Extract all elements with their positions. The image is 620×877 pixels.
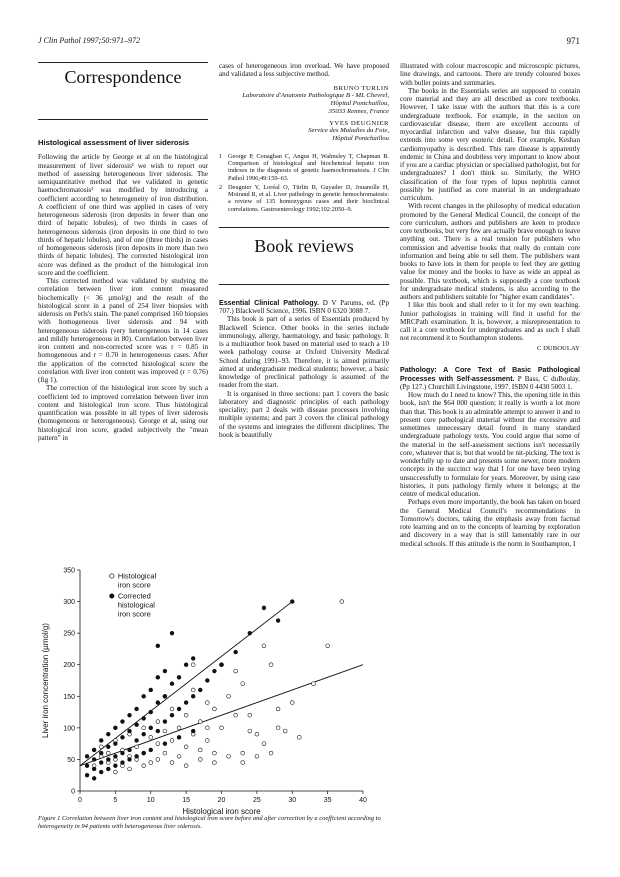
data-point-corrected — [163, 669, 167, 673]
data-point-histological — [177, 754, 181, 758]
data-point-histological — [198, 748, 202, 752]
signature-name: YVES DEUGNIER — [329, 119, 389, 127]
data-point-histological — [205, 701, 209, 705]
data-point-corrected — [99, 770, 103, 774]
data-point-corrected — [149, 748, 153, 752]
data-point-corrected — [92, 748, 96, 752]
y-tick-label: 250 — [63, 630, 75, 638]
data-point-corrected — [99, 739, 103, 743]
data-point-corrected — [106, 745, 110, 749]
paragraph: How much do I need to know? This, the opening title in this book, isn't the $64 000 question; it really is worth a lot more than that. This book is an admirable attempt to answer it and to present core pathological material without the excessive and sometimes unnecessary detail found in many standard undergraduate pathology texts. You could argue that some of the material in the self-assessment sections isn't necessarily core, whatever that is, but that would be nit-picking. The text is wonderfully up to date and presents some newer, more modern concepts in the succinct way that I for one have been trying unsuccessfully to formulate for years. Moreover, by using case histories, it puts pathology firmly where it belongs; at the centre of medical education. — [400, 391, 580, 499]
data-point-histological — [198, 758, 202, 762]
data-point-histological — [191, 663, 195, 667]
data-point-histological — [170, 707, 174, 711]
review-1-citation — [219, 299, 389, 316]
review-2-title: Pathology: A Core Text of Basic Pathological Processes with Self-assessment. — [400, 366, 580, 383]
data-point-corrected — [99, 751, 103, 755]
paragraph: cases of heterogeneous iron overload. We have proposed and validated a less subjective method. — [219, 62, 389, 79]
data-point-histological — [191, 688, 195, 692]
data-point-histological — [163, 729, 167, 733]
y-tick-label: 100 — [63, 725, 75, 733]
data-point-corrected — [163, 720, 167, 724]
data-point-histological — [241, 761, 245, 765]
data-point-corrected — [177, 707, 181, 711]
data-point-histological — [220, 726, 224, 730]
legend-marker-corrected — [110, 594, 114, 598]
data-point-corrected — [142, 716, 146, 720]
column-3 — [400, 62, 580, 548]
data-point-corrected — [276, 619, 280, 623]
data-point-histological — [234, 713, 238, 717]
paragraph: I like this book and shall refer to it for my own teaching. Junior pathologists in training will find it useful for the MRCPath examination. It is, however, a misrepresentation to call it a core textbook for undergraduates and as such I shall not recommend it to Southampton students. — [400, 301, 580, 343]
data-point-histological — [142, 764, 146, 768]
paragraph: It is organised in three sections: part 1 covers the basic laboratory and diagnostic principles of each pathology speciality; part 2 deals with disease processes involving multiple systems; and part 3 covers the clinical pathology of the systems and integrates the different disciplines. The book is beautifully — [219, 389, 389, 439]
x-tick-label: 25 — [252, 797, 261, 804]
legend-label-corrected: Corrected — [117, 591, 151, 601]
x-tick-label: 0 — [78, 797, 82, 804]
data-point-corrected — [128, 713, 132, 717]
data-point-corrected — [170, 713, 174, 717]
data-point-histological — [156, 742, 160, 746]
legend-label-corrected: histological — [117, 600, 155, 610]
data-point-histological — [99, 745, 103, 749]
data-point-corrected — [163, 694, 167, 698]
data-point-corrected — [135, 754, 139, 758]
data-point-corrected — [128, 729, 132, 733]
data-point-corrected — [191, 657, 195, 661]
x-tick-label: 10 — [146, 797, 155, 804]
data-point-histological — [248, 729, 252, 733]
data-point-corrected — [121, 720, 125, 724]
divider — [219, 227, 389, 228]
data-point-corrected — [99, 761, 103, 765]
y-tick-label: 50 — [67, 756, 75, 764]
data-point-corrected — [234, 650, 238, 654]
y-tick-label: 0 — [71, 788, 75, 796]
data-point-histological — [241, 751, 245, 755]
data-point-corrected — [142, 732, 146, 736]
paragraph: This corrected method was validated by studying the correlation between liver iron content measured biochemically (< 36 µmol/g) and the result of the histological score in a panel of 254 liver biopsies with siderosis on Perls's stain. The panel comprised 160 biopsies with homogeneous liver siderosis and 94 with heterogeneous siderosis (very heterogeneous in 14 cases and mildly heterogeneous in 80). Correlation between liver iron content and non-corrected score was r = 0.85 in homogeneous and r = 0.70 in heterogeneous cases. After the application of the corrected histological score the correlation with liver iron content was improved (r = 0.76) (fig 1). — [38, 277, 208, 384]
data-point-histological — [142, 726, 146, 730]
data-point-histological — [163, 751, 167, 755]
data-point-histological — [255, 754, 259, 758]
data-point-corrected — [213, 669, 217, 673]
data-point-corrected — [85, 754, 89, 758]
y-tick-label: 150 — [63, 693, 75, 701]
legend-label-histological: iron score — [117, 580, 151, 590]
x-tick-label: 30 — [288, 797, 297, 804]
x-tick-label: 20 — [217, 797, 226, 804]
data-point-corrected — [149, 688, 153, 692]
data-points — [85, 600, 344, 781]
data-point-corrected — [191, 729, 195, 733]
paragraph: illustrated with colour macroscopic and microscopic pictures, line drawings, and cartoons. There are trendy coloured boxes with bullet points and summaries. — [400, 62, 580, 87]
data-point-corrected — [184, 663, 188, 667]
reviewer-1: C DUBOULAY — [536, 344, 580, 352]
x-tick-label: 5 — [113, 797, 118, 804]
data-point-histological — [113, 770, 117, 774]
signature-2 — [219, 120, 389, 143]
paragraph: This book is part of a series of Essentials produced by Blackwell Science. Other books in the series include immunology, allergy, haematology, and basic pathology. It is a multiauthor book based on material used to teach a 10 week pathology course at Oxford University Medical School during 1991–93. Therefore, it is aimed primarily aimed at undergraduate medical students; however, a basic knowledge of preclinical pathology is assumed of the reader from the start. — [219, 315, 389, 390]
data-point-histological — [213, 761, 217, 765]
data-point-corrected — [135, 707, 139, 711]
data-point-corrected — [290, 600, 294, 604]
data-point-histological — [276, 726, 280, 730]
data-point-histological — [177, 726, 181, 730]
data-point-corrected — [177, 735, 181, 739]
data-point-histological — [269, 751, 273, 755]
data-point-corrected — [135, 739, 139, 743]
data-point-corrected — [163, 742, 167, 746]
data-point-histological — [170, 761, 174, 765]
data-point-corrected — [248, 631, 252, 635]
data-point-histological — [184, 713, 188, 717]
y-axis-label: Liver iron concentration (µmol/g) — [41, 623, 50, 738]
x-tick-label: 40 — [359, 797, 367, 804]
data-point-histological — [149, 761, 153, 765]
figure-caption: Figure 1 Correlation between liver iron content and histological iron score before and after correction by a coefficient according to heterogeneity in 94 patients with heterogeneous liver siderosis. — [38, 815, 381, 830]
data-point-histological — [262, 742, 266, 746]
signature-affiliation: Hôpital Pontchaillou — [332, 135, 389, 143]
paragraph: The correction of the histological iron score by such a coefficient led to improved correlation between liver iron content and histological iron score. Thus histological quantification was possible in all types of liver siderosis (homogeneous or heterogeneous). George et al, using our histological iron score, graded subjectively the "mean pattern" in — [38, 384, 208, 442]
divider — [38, 62, 208, 63]
signature-1 — [219, 85, 389, 116]
data-point-corrected — [149, 710, 153, 714]
data-point-histological — [276, 707, 280, 711]
reference-item: 1 George P, Conaghan C, Angus H, Walmsley T, Chapman B. Comparison of histological and biochemical hepatic iron indexes in the diagnosis of genetic haemochromatosis. J Clin Pathol 1996;49:159–63. — [219, 153, 389, 182]
data-point-corrected — [170, 631, 174, 635]
signature-affiliation: Hôpital Pontchaillou, — [330, 100, 389, 108]
signature-affiliation: 35033 Rennes, France — [328, 107, 389, 115]
data-point-histological — [241, 682, 245, 686]
review-1-meta: D V Parums, ed. (Pp 707.) Blackwell Science, 1996. ISBN 0 6320 3088 7. — [219, 298, 389, 316]
data-point-corrected — [106, 758, 110, 762]
data-point-histological — [326, 644, 330, 648]
journal-header: J Clin Pathol 1997;50:971–972 — [38, 36, 140, 45]
y-tick-label: 200 — [63, 662, 75, 670]
column-1 — [38, 62, 208, 442]
data-point-histological — [290, 701, 294, 705]
data-point-corrected — [220, 663, 224, 667]
data-point-histological — [149, 735, 153, 739]
data-point-corrected — [113, 754, 117, 758]
data-point-histological — [234, 669, 238, 673]
data-point-histological — [213, 707, 217, 711]
data-point-histological — [205, 726, 209, 730]
data-point-corrected — [177, 675, 181, 679]
data-point-corrected — [156, 729, 160, 733]
data-point-corrected — [191, 694, 195, 698]
y-tick-label: 350 — [63, 567, 75, 575]
column-2 — [219, 62, 389, 439]
figure-1 — [38, 566, 378, 816]
regression-line — [80, 602, 292, 766]
data-point-histological — [297, 735, 301, 739]
data-point-histological — [198, 720, 202, 724]
divider — [38, 119, 208, 120]
paragraph: With recent changes in the philosophy of medical education promoted by the General Medical Council, the concept of the core curriculum, authors and publishers are keen to produce core textbooks, but very few are actually brave enough to leave anything out. There is a real tension for publishers who commission and advertise books that really do contain core information and being able to sell them. The publishers want books to have lots in them for people to feel they are getting value for money and the books to have as wide an appeal as possible. This textbook, which is supposedly a core textbook for undergraduate medical students, is also according to the authors and publishers suitable for "higher exam candidates". — [400, 202, 580, 301]
data-point-corrected — [92, 776, 96, 780]
data-point-corrected — [184, 701, 188, 705]
data-point-corrected — [113, 764, 117, 768]
scatter-chart — [38, 566, 378, 816]
data-point-corrected — [149, 726, 153, 730]
data-point-corrected — [142, 694, 146, 698]
data-point-corrected — [156, 701, 160, 705]
data-point-corrected — [106, 732, 110, 736]
data-point-histological — [184, 764, 188, 768]
signature-affiliation: Service des Maladies du Foie, — [308, 127, 389, 135]
data-point-histological — [340, 600, 344, 604]
x-tick-label: 15 — [182, 797, 191, 804]
page-number: 971 — [566, 36, 580, 46]
data-point-corrected — [128, 748, 132, 752]
data-point-corrected — [170, 682, 174, 686]
paragraph: Following the article by George et al on the histological measurement of liver siderosis¹ we wish to report our method of assessing heterogeneous liver siderosis. The semiquantitative method that we validated in genetic haemochromatosis² was modified by introducing a coefficient according to heterogeneity of iron distribution. A coefficient of one third was applied in cases of very heterogeneous siderosis (iron deposits in fewer than one third of hepatic lobules), of two thirds in cases of heterogeneous siderosis (iron deposits in one third to two thirds of hepatic lobules), and of one (three thirds) in cases of homogeneous siderosis (iron deposits in more than two thirds of hepatic lobules). The corrected histological iron score was defined as the product of the histological iron score and the coefficient. — [38, 153, 208, 277]
data-point-corrected — [85, 773, 89, 777]
data-point-corrected — [156, 644, 160, 648]
data-point-histological — [184, 745, 188, 749]
data-point-corrected — [113, 726, 117, 730]
y-tick-label: 300 — [63, 599, 75, 607]
legend-label-corrected: iron score — [117, 609, 151, 619]
data-point-histological — [262, 644, 266, 648]
data-point-histological — [156, 758, 160, 762]
data-point-histological — [213, 751, 217, 755]
data-point-histological — [255, 732, 259, 736]
data-point-corrected — [106, 767, 110, 771]
data-point-histological — [156, 720, 160, 724]
data-point-histological — [227, 754, 231, 758]
data-point-histological — [227, 694, 231, 698]
chart-axes — [41, 568, 367, 817]
data-point-corrected — [121, 735, 125, 739]
legend-label-histological: Histological — [117, 571, 157, 581]
reference-item: 2 Deugnier Y, Loréal O, Türlin B, Guyader D, Jouanolle H, Moirand R, et al. Liver pathology in genetic hemochromatosis: a review of 135 homozygous cases and their bioclinical correlations. Gastroenterology 1992;102:2050–9. — [219, 183, 389, 213]
review-2-citation — [400, 366, 580, 391]
data-point-histological — [269, 663, 273, 667]
references — [219, 153, 389, 213]
data-point-corrected — [135, 723, 139, 727]
review-1-title: Essential Clinical Pathology. — [219, 298, 319, 307]
x-tick-label: 35 — [323, 797, 332, 804]
data-point-corrected — [85, 764, 89, 768]
signature-affiliation: Laboratoire d'Anatomie Pathologique B - ML Chevrel, — [242, 92, 389, 100]
data-point-corrected — [262, 606, 266, 610]
data-point-histological — [248, 713, 252, 717]
data-point-corrected — [198, 688, 202, 692]
data-point-corrected — [142, 751, 146, 755]
x-axis-label: Histological iron score — [182, 807, 261, 816]
data-point-histological — [170, 739, 174, 743]
data-point-histological — [128, 767, 132, 771]
data-point-histological — [135, 745, 139, 749]
regression-lines — [80, 602, 363, 766]
book-reviews-heading: Book reviews — [254, 235, 354, 256]
data-point-corrected — [121, 751, 125, 755]
review-2-meta: P Bass, C duBoulay. (Pp 127.) Churchill Livingstone, 1997. ISBN 0 4430 5003 1. — [400, 374, 580, 391]
data-point-corrected — [156, 675, 160, 679]
chart-legend — [106, 570, 176, 620]
signature-name: BRUNO TURLIN — [333, 84, 389, 92]
paragraph: Perhaps even more importantly, the book has taken on board the General Medical Council's recommendations in Tomorrow's doctors, taking the emphasis away from factual rote learning and on to the concepts of learning by exploration and discovery in a way that is still lamentably rare in our medical schools. If this attitude is the norm in Southampton, I — [400, 498, 580, 548]
data-point-corrected — [92, 767, 96, 771]
data-point-corrected — [128, 758, 132, 762]
data-point-histological — [205, 739, 209, 743]
correspondence-heading: Correspondence — [64, 67, 182, 87]
data-point-histological — [106, 751, 110, 755]
article-title: Histological assessment of liver siderosis — [38, 138, 190, 148]
paragraph: The books in the Essentials series are supposed to contain core material and they are all described as core textbooks. However, I take issue with the authors that this is a core undergraduate textbook. For example, in the section on cardiovascular disease, there are excellent accounts of myocardial infarction and valve disease, but this rapidly extends into some very esoteric detail. For example, Keshan cardiomyopathy is described. This rare disease is apparently endemic in China and doubtless very important to know about if you are a cardiac physician or specialised pathologist, but for undergraduates? I don't think so. Similarly, the WHO classification of the four types of lupus nephritis cannot possibly be justified as core material in an undergraduate curriculum. — [400, 86, 580, 202]
data-point-corrected — [205, 679, 209, 683]
data-point-histological — [283, 729, 287, 733]
data-point-corrected — [121, 761, 125, 765]
legend-marker-histological — [110, 574, 114, 578]
data-point-histological — [312, 682, 316, 686]
data-point-corrected — [92, 758, 96, 762]
data-point-corrected — [113, 742, 117, 746]
